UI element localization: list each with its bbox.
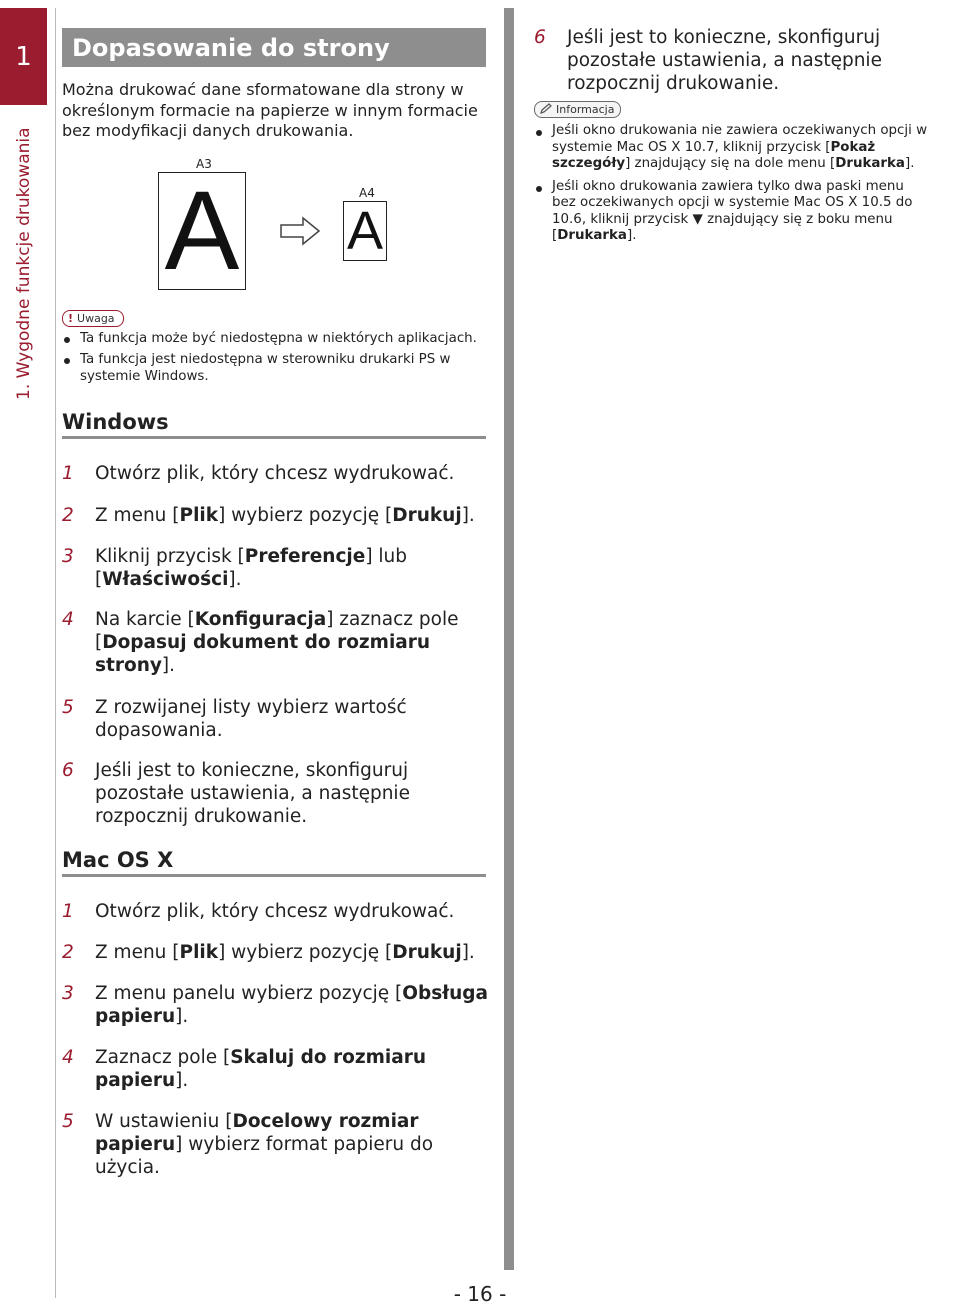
- warning-icon: !: [68, 312, 74, 325]
- text-run: Jeśli okno drukowania nie zawiera oczekiwanych opcji w systemie Mac OS X 10.7, kliknij przycisk [: [552, 123, 928, 155]
- step-text: [95, 504, 492, 527]
- text-run: ▼: [692, 211, 703, 227]
- text-run: Zaznacz pole [: [95, 1047, 231, 1068]
- section-header: Dopasowanie do strony: [62, 28, 486, 67]
- text-run: Z rozwijanej listy wybierz wartość dopasowania.: [95, 697, 407, 741]
- bold-term: Dopasuj dokument do rozmiaru strony: [95, 632, 431, 676]
- step-number: 5: [62, 1111, 74, 1132]
- bold-term: Właściwości: [102, 569, 229, 590]
- sidebar-divider: [55, 8, 56, 1298]
- step-text: [95, 545, 492, 591]
- bold-term: Skaluj do rozmiaru papieru: [95, 1047, 427, 1091]
- text-run: ].: [461, 942, 475, 963]
- step-text: [95, 1046, 492, 1092]
- step-item: [62, 1046, 492, 1092]
- text-run: ] wybierz pozycję [: [218, 942, 393, 963]
- text-run: ].: [161, 655, 176, 676]
- text-run: Z menu panelu wybierz pozycję [: [95, 983, 403, 1004]
- step-number: 3: [62, 546, 74, 567]
- step-number: 4: [62, 609, 74, 630]
- step-item: [534, 26, 914, 95]
- mac-section-title: Mac OS X: [62, 848, 486, 877]
- a3-paper: [158, 168, 246, 293]
- bold-term: Preferencje: [244, 546, 366, 567]
- text-run: Jeśli jest to konieczne, skonfiguruj pozostałe ustawienia, a następnie rozpocznij drukowanie.: [567, 27, 882, 94]
- text-run: ].: [175, 1006, 189, 1027]
- bold-term: Pokaż szczegóły: [552, 139, 876, 171]
- text-run: ] lub [: [95, 546, 408, 590]
- step-number: 2: [62, 505, 74, 526]
- step-text: [95, 900, 492, 923]
- info-item: [534, 123, 929, 173]
- chapter-title: 1. Wygodne funkcje drukowania: [14, 127, 34, 400]
- text-run: ].: [461, 505, 475, 526]
- text-run: Jeśli jest to konieczne, skonfiguruj pozostałe ustawienia, a następnie rozpocznij drukowanie.: [95, 760, 410, 827]
- step-number: 6: [534, 27, 546, 48]
- a4-label: A4: [359, 186, 375, 200]
- text-run: ] zaznacz pole [: [95, 609, 459, 653]
- windows-section-title: Windows: [62, 410, 486, 439]
- step-item: [62, 545, 492, 591]
- step-text: [567, 26, 914, 95]
- step-text: [95, 1110, 492, 1179]
- step-item: [62, 941, 492, 964]
- step-text: [95, 759, 492, 828]
- text-run: Jeśli okno drukowania zawiera tylko dwa paski menu bez oczekiwanych opcji w systemie Mac OS X 10.5 do 10.6, kliknij przycisk: [552, 178, 913, 227]
- text-run: ] wybierz format papieru do użycia.: [95, 1134, 434, 1178]
- info-badge-label: Informacja: [556, 102, 615, 116]
- intro-paragraph: Można drukować dane sformatowane dla strony w określonym formacie na papierze w innym formacie bez modyfikacji danych drukowania.: [62, 80, 478, 140]
- note-item: Ta funkcja jest niedostępna w sterowniku drukarki PS w systemie Windows.: [62, 351, 487, 385]
- text-run: ].: [904, 156, 915, 171]
- text-run: Otwórz plik, który chcesz wydrukować.: [95, 901, 455, 922]
- step-item: [62, 608, 492, 677]
- bold-term: Drukarka: [835, 156, 905, 171]
- bold-term: Plik: [179, 505, 219, 526]
- bold-term: Drukuj: [392, 505, 462, 526]
- info-badge: [534, 101, 621, 118]
- step-number: 3: [62, 983, 74, 1004]
- text-run: W ustawieniu [: [95, 1111, 233, 1132]
- text-run: Kliknij przycisk [: [95, 546, 245, 567]
- note-block: [62, 307, 124, 327]
- step-text: [95, 982, 492, 1028]
- bold-term: Plik: [179, 942, 219, 963]
- step-number: 1: [62, 901, 74, 922]
- bold-term: Docelowy rozmiar papieru: [95, 1111, 419, 1155]
- text-run: ].: [175, 1070, 189, 1091]
- a4-letter: A: [346, 201, 384, 261]
- text-run: Otwórz plik, który chcesz wydrukować.: [95, 463, 455, 484]
- text-run: ].: [228, 569, 242, 590]
- step-item: [62, 696, 492, 742]
- bold-term: Konfiguracja: [194, 609, 327, 630]
- step-item: [62, 982, 492, 1028]
- step-text: [95, 696, 492, 742]
- step-item: [62, 759, 492, 828]
- step-number: 5: [62, 697, 74, 718]
- pencil-icon: [539, 103, 553, 115]
- a3-label: A3: [196, 157, 212, 171]
- arrow-right-icon: [279, 216, 321, 246]
- text-run: znajdujący się z boku menu [: [552, 211, 893, 243]
- step-text: [95, 941, 492, 964]
- bold-term: Obsługa papieru: [95, 983, 489, 1027]
- info-block: [534, 100, 621, 119]
- page-number: - 16 -: [453, 1282, 507, 1306]
- info-list: [534, 123, 929, 245]
- info-item: [534, 179, 929, 245]
- note-badge: [62, 310, 124, 327]
- step-number: 1: [62, 463, 74, 484]
- text-run: Na karcie [: [95, 609, 195, 630]
- text-run: ].: [626, 228, 637, 243]
- chapter-number: 1: [15, 41, 32, 72]
- bold-term: Drukarka: [557, 228, 627, 243]
- a4-paper: [343, 201, 387, 261]
- step-item: [62, 462, 492, 485]
- note-badge-label: Uwaga: [77, 312, 115, 325]
- note-list: [62, 330, 487, 385]
- step-item: [62, 900, 492, 923]
- step-number: 2: [62, 942, 74, 963]
- step-item: [62, 1110, 492, 1179]
- text-run: Z menu [: [95, 505, 180, 526]
- step-text: [95, 608, 492, 677]
- chapter-tab: [0, 8, 47, 105]
- step-number: 4: [62, 1047, 74, 1068]
- text-run: ] wybierz pozycję [: [218, 505, 393, 526]
- text-run: ] znajdujący się na dole menu [: [625, 156, 836, 171]
- note-item: Ta funkcja może być niedostępna w niektórych aplikacjach.: [62, 330, 487, 347]
- column-divider: [504, 8, 514, 1270]
- a3-letter: A: [164, 168, 240, 293]
- step-text: [95, 462, 492, 485]
- text-run: Z menu [: [95, 942, 180, 963]
- step-number: 6: [62, 760, 74, 781]
- step-item: [62, 504, 492, 527]
- bold-term: Drukuj: [392, 942, 462, 963]
